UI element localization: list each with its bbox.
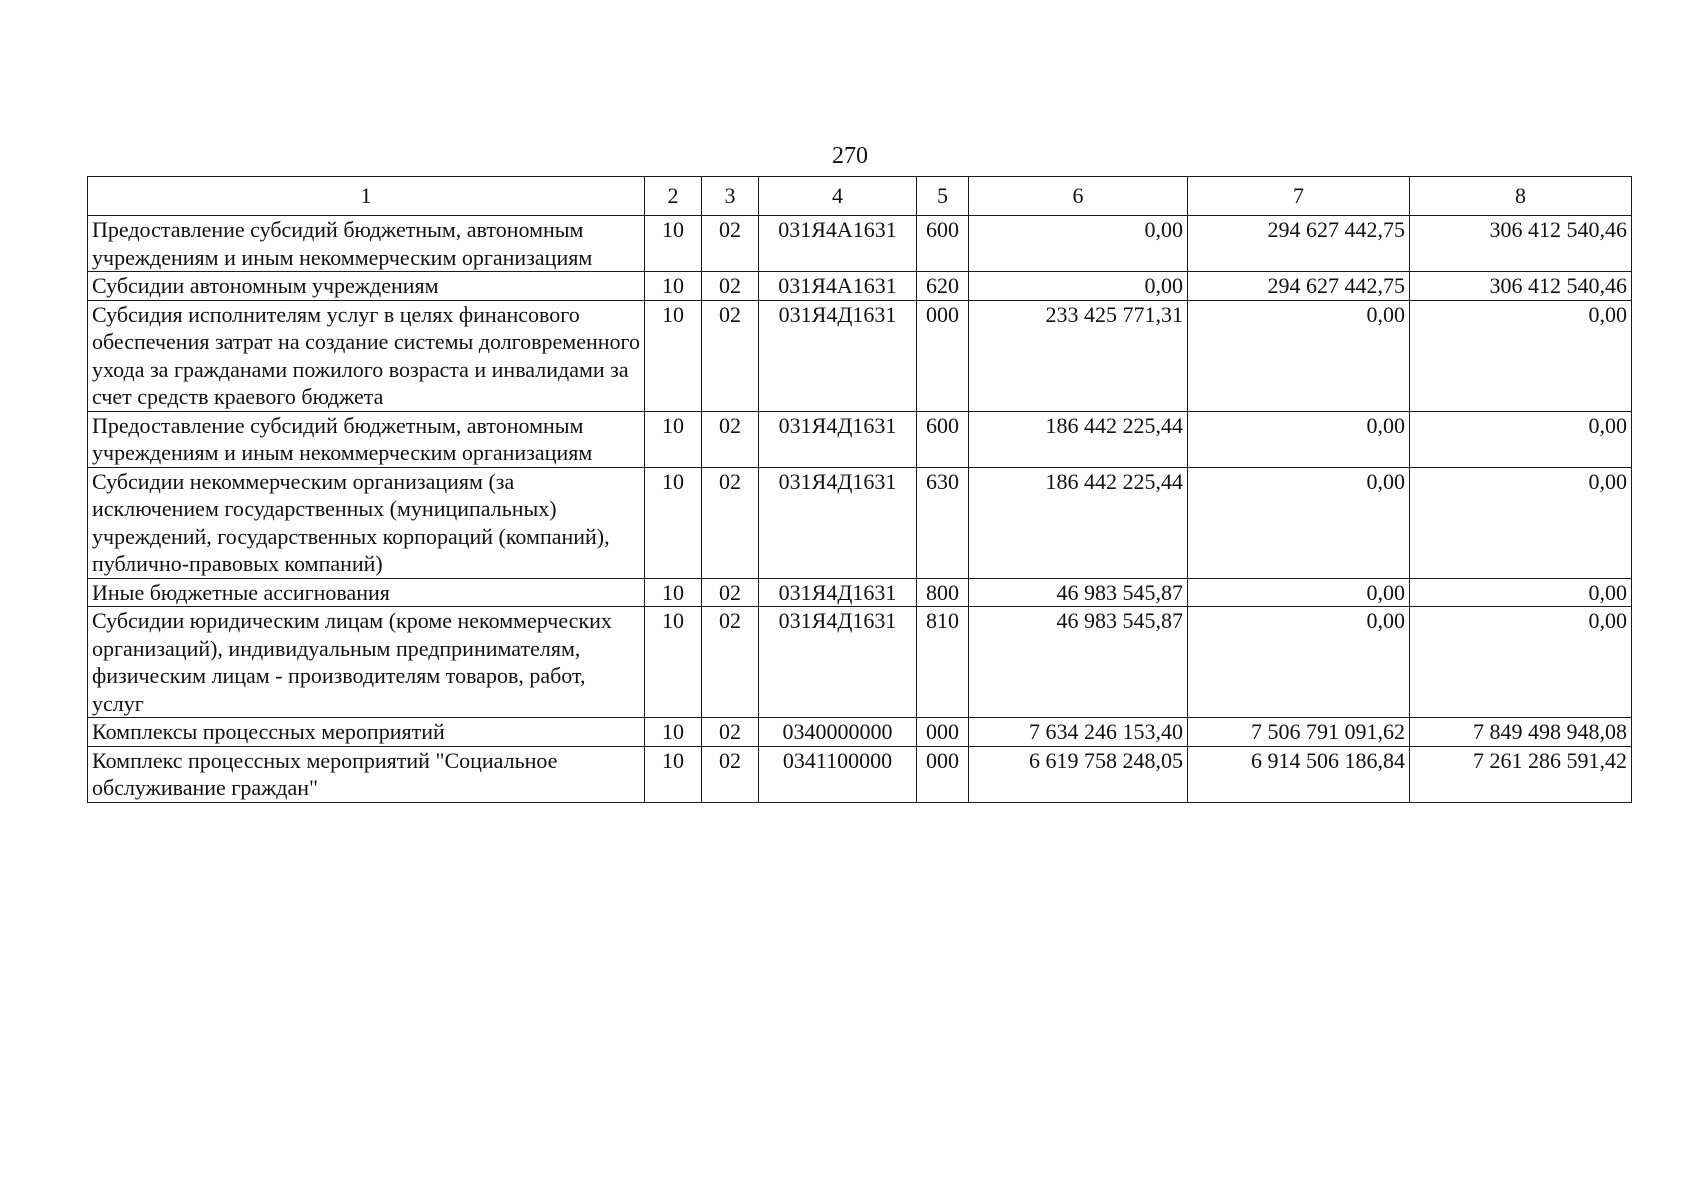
amount-col6-cell: 186 442 225,44 [969,467,1188,578]
column-header: 8 [1410,177,1632,216]
row-name-cell: Субсидии некоммерческим организациям (за исключением государственных (муниципальных) учреждений, государственных корпораций (компаний), публично-правовых компаний) [88,467,645,578]
table-row [88,467,1632,578]
column-header: 7 [1188,177,1410,216]
expense-type-cell: 800 [917,578,969,607]
expense-type-cell: 810 [917,607,969,718]
table-row [88,300,1632,411]
section-code-cell: 10 [645,718,702,747]
budget-table [87,176,1632,803]
target-article-cell: 031Я4Д1631 [759,607,917,718]
amount-col6-cell: 186 442 225,44 [969,411,1188,467]
expense-type-cell: 620 [917,272,969,301]
amount-col6-cell: 233 425 771,31 [969,300,1188,411]
column-header: 2 [645,177,702,216]
row-name-cell: Иные бюджетные ассигнования [88,578,645,607]
amount-col8-cell: 306 412 540,46 [1410,216,1632,272]
subsection-code-cell: 02 [702,216,759,272]
expense-type-cell: 000 [917,746,969,802]
table-row [88,216,1632,272]
subsection-code-cell: 02 [702,607,759,718]
amount-col6-cell: 0,00 [969,216,1188,272]
expense-type-cell: 630 [917,467,969,578]
row-name-cell: Субсидии автономным учреждениям [88,272,645,301]
target-article-cell: 031Я4А1631 [759,216,917,272]
table-row [88,718,1632,747]
amount-col7-cell: 0,00 [1188,300,1410,411]
row-name-cell: Предоставление субсидий бюджетным, автономным учреждениям и иным некоммерческим организациям [88,411,645,467]
row-name-cell: Комплексы процессных мероприятий [88,718,645,747]
table-row [88,272,1632,301]
column-header: 3 [702,177,759,216]
target-article-cell: 031Я4Д1631 [759,300,917,411]
amount-col7-cell: 0,00 [1188,467,1410,578]
amount-col7-cell: 294 627 442,75 [1188,216,1410,272]
section-code-cell: 10 [645,746,702,802]
target-article-cell: 031Я4Д1631 [759,467,917,578]
amount-col8-cell: 0,00 [1410,607,1632,718]
row-name-cell: Субсидия исполнителям услуг в целях финансового обеспечения затрат на создание системы долговременного ухода за гражданами пожилого возраста и инвалидами за счет средств краевого бюджета [88,300,645,411]
table-row [88,411,1632,467]
table-row [88,746,1632,802]
table-row [88,607,1632,718]
column-header: 6 [969,177,1188,216]
amount-col7-cell: 7 506 791 091,62 [1188,718,1410,747]
amount-col6-cell: 46 983 545,87 [969,607,1188,718]
amount-col7-cell: 0,00 [1188,411,1410,467]
target-article-cell: 031Я4Д1631 [759,411,917,467]
amount-col7-cell: 0,00 [1188,607,1410,718]
amount-col8-cell: 0,00 [1410,411,1632,467]
section-code-cell: 10 [645,300,702,411]
amount-col6-cell: 6 619 758 248,05 [969,746,1188,802]
amount-col8-cell: 7 849 498 948,08 [1410,718,1632,747]
expense-type-cell: 600 [917,411,969,467]
amount-col8-cell: 7 261 286 591,42 [1410,746,1632,802]
target-article-cell: 031Я4А1631 [759,272,917,301]
subsection-code-cell: 02 [702,300,759,411]
target-article-cell: 0340000000 [759,718,917,747]
amount-col6-cell: 46 983 545,87 [969,578,1188,607]
subsection-code-cell: 02 [702,718,759,747]
amount-col8-cell: 0,00 [1410,467,1632,578]
amount-col8-cell: 0,00 [1410,578,1632,607]
target-article-cell: 0341100000 [759,746,917,802]
subsection-code-cell: 02 [702,411,759,467]
amount-col6-cell: 0,00 [969,272,1188,301]
section-code-cell: 10 [645,607,702,718]
section-code-cell: 10 [645,272,702,301]
amount-col6-cell: 7 634 246 153,40 [969,718,1188,747]
subsection-code-cell: 02 [702,578,759,607]
section-code-cell: 10 [645,467,702,578]
row-name-cell: Субсидии юридическим лицам (кроме некоммерческих организаций), индивидуальным предпринимателям, физическим лицам - производителям товаров, работ, услуг [88,607,645,718]
section-code-cell: 10 [645,578,702,607]
amount-col8-cell: 306 412 540,46 [1410,272,1632,301]
expense-type-cell: 000 [917,718,969,747]
subsection-code-cell: 02 [702,467,759,578]
row-name-cell: Предоставление субсидий бюджетным, автономным учреждениям и иным некоммерческим организациям [88,216,645,272]
column-header: 5 [917,177,969,216]
target-article-cell: 031Я4Д1631 [759,578,917,607]
section-code-cell: 10 [645,411,702,467]
table-header-row [88,177,1632,216]
amount-col7-cell: 294 627 442,75 [1188,272,1410,301]
column-header: 4 [759,177,917,216]
amount-col7-cell: 0,00 [1188,578,1410,607]
amount-col7-cell: 6 914 506 186,84 [1188,746,1410,802]
page-number: 270 [832,143,868,169]
column-header: 1 [88,177,645,216]
expense-type-cell: 600 [917,216,969,272]
subsection-code-cell: 02 [702,746,759,802]
table-row [88,578,1632,607]
row-name-cell: Комплекс процессных мероприятий "Социальное обслуживание граждан" [88,746,645,802]
amount-col8-cell: 0,00 [1410,300,1632,411]
subsection-code-cell: 02 [702,272,759,301]
expense-type-cell: 000 [917,300,969,411]
section-code-cell: 10 [645,216,702,272]
